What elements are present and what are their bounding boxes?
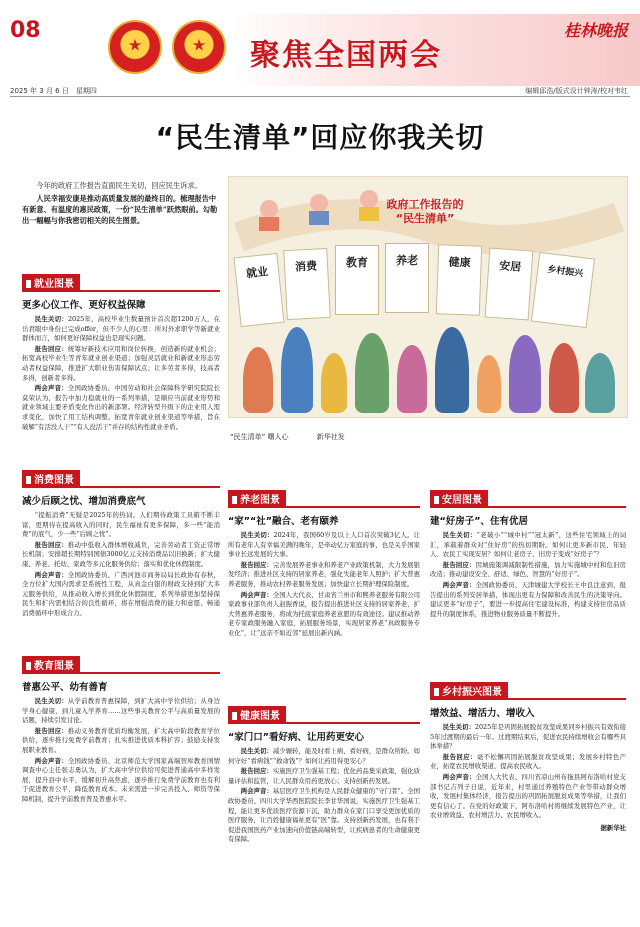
section-body — [430, 531, 626, 619]
caption-text: “民生清单” 曙人心 — [230, 433, 289, 441]
section-body — [228, 531, 420, 639]
person-figure — [355, 333, 389, 413]
section-tag: 教育图景 — [22, 656, 80, 673]
national-emblem-icon — [108, 20, 162, 74]
paragraph: 民生关切：“老破小”“城中村”“冠太新”，这些住宅领域上的词汇，承载着群众对“住好房”的热切期盼。如何让更多新市民、年轻人、农民工实现安居？如何让老房子、旧房子变成“好房子”？ — [430, 531, 627, 559]
section-subtitle: “家门口”看好病、让用药更安心 — [228, 732, 364, 743]
paragraph: 民生关切：2025年，高校毕业生数量预计首次超1200万人，在岳君眼中身份已完成offer，但不少人的心里：所对外求职学等新就业群体而言，如何更好保障权益也是现实问题。 — [22, 315, 220, 343]
paper-name: 桂林晚报 — [563, 21, 628, 40]
section-housing — [430, 488, 626, 620]
article-credit: 据新华社 — [600, 823, 626, 832]
paragraph: 两会声音：全国人大代表、甘肃省兰州市和熙养老服务有限公司家政事业部负责人赵振香说，报告提出推进社区支持的居家养老，扩大普惠养老服务，将成为托底家庭养老意愿的有效途径。建议推动养老专家政服务融入家庭，拓展服务场景，实现居家养老“真政服务专业化”，让“远亲不如近邻”延展出新内涵。 — [228, 590, 421, 637]
paragraph: 两会声音：全国政协委员、中国劳动和社会保障科学研究院院长莫荣认为，报告中加力稳就业的一系列举措，是顺应当前就业形势和就业领域主要矛盾变化作出的新部署。经济转型升级下的企业用人需求变化，加快了用工结构调整。拓宽青年就业创业渠道等举措，旨在破解“有活没人干”“有人没活干”并存的结构性就业矛盾。 — [22, 384, 221, 431]
section-tag: 乡村振兴图景 — [430, 682, 508, 699]
section-subtitle: 增效益、增活力、增收入 — [430, 708, 535, 719]
card-jobs: 就业 — [233, 253, 284, 327]
section-tag: 就业图景 — [22, 274, 80, 291]
cppcc-emblem-icon — [172, 20, 226, 74]
paragraph: 报告回应：推动中低收入群体增收减负，完善劳动者工资正常增长机制；安排超长期特别国债3000亿元支持消费品以旧换新；扩大健康、养老、托幼、家政等多元化服务供给；落实和优化休假制度。 — [22, 540, 221, 568]
section-tag: 养老图景 — [228, 490, 286, 507]
intro-paragraph: 今年的政府工作报告直面民生关切，回应民生诉求。 — [36, 181, 202, 190]
intro — [22, 180, 220, 228]
section-consumption — [22, 468, 220, 620]
illustration-title-line: 政府工作报告的 — [386, 198, 464, 211]
person-figure — [549, 343, 579, 413]
section-health — [228, 704, 420, 846]
masthead — [0, 0, 640, 96]
paragraph: 两会声音：全国政协委员、广西河池市商务局局长政协有春秋，全方位扩大国内需求是系统性工程，从真金白银的财政支持到扩大多元服务供给，从推动收入增长到优化休假制度，系列举措更加坚持保民生和扩内需相结合的良性循环，将在增强消费的能力和意愿、畅通消费循环中形成合力。 — [22, 570, 221, 617]
person-figure — [585, 353, 615, 413]
person-figure — [435, 327, 469, 413]
page-number: 08 — [10, 18, 41, 43]
paragraph: 民生关切：2025年是巩固拓展脱贫攻坚成果同乡村振兴有效衔接5年过渡期的最后一年。过渡期结束后，促进农民持续增收会有哪些具体举措？ — [430, 723, 627, 751]
person-figure — [321, 353, 347, 413]
section-subtitle: 普惠公平、幼有善育 — [22, 682, 108, 693]
section-body — [22, 511, 220, 619]
paragraph: 民生关切：从学前教育普惠保障，到扩大高中学位供给；从身边学身心健康，到儿童入学养育……这些事关教育公平与高质量发展的话题，持续引发讨论。 — [22, 697, 221, 725]
section-body — [430, 723, 626, 832]
section-elderly — [228, 488, 420, 640]
person-figure — [397, 345, 427, 413]
section-tag: 消费图景 — [22, 470, 80, 487]
paragraph: 报告回应：统筹好新技术应用和岗位转换，创造新的就业机会；拓宽高校毕业生等青年就业创业渠道；加强灵活就业和新就业形态劳动者权益保障，推进扩大职业伤害保障试点；让多劳者多得，技高者多得，创新者多得。 — [22, 344, 221, 382]
paragraph: 民生关切：2024年，我国60岁及以上人口首次突破3亿人。让所有老年人有幸福美满的晚年，是牵动亿万家庭的事，也是关乎国家事业长远发展的大事。 — [228, 531, 420, 559]
section-subtitle: 减少后顾之忧、增加消费底气 — [22, 496, 146, 507]
paragraph: 报告回应：推动义务教育优质均衡发展，扩大高中阶段教育学位供给，逐步推行免费学前教育；扎实推进优质本科扩容；鼓励支持发展职业教育。 — [22, 726, 221, 754]
section-jobs — [22, 272, 220, 433]
section-body — [228, 747, 420, 845]
paragraph: 两会声音：全国政协委员、天津城建大学校长王中良注意到，报告提出的系列安居举措，体现出更有力保障和改善民生的决策导向。建议更多“好房子”，要进一步提高住宅建设标准，构建支持住房品质提升的制度体系，推进物业服务质量不断提升。 — [430, 580, 627, 618]
section-education — [22, 654, 220, 806]
section-body — [22, 315, 220, 432]
section-body — [22, 697, 220, 805]
editors-line: 编辑邱浩/版式设计钟涛/校对韦红 — [525, 87, 628, 95]
header-rule — [10, 96, 630, 97]
section-rural — [430, 680, 626, 832]
section-subtitle: “家”“社”融合、老有颐养 — [228, 516, 339, 527]
paragraph: 报告回应：完善发展养老事业和养老产业政策机制，大力发展银发经济；推进社区支持的居家养老，强化失能老年人照护；扩大普惠养老服务，推动农村养老服务发展；加快建立长期护理保险制度。 — [228, 560, 421, 588]
paragraph: “提振消费”无疑是2025年的热词。人们期待政策工具箱不断丰富，更期待在提高收入的同时，民生福祉有更多保障，多一些“能消费”的底气，少一些“后顾之忧”。 — [22, 511, 220, 539]
card-consumption: 消费 — [283, 248, 331, 320]
paragraph: 两会声音：全国人大代表、四川省凉山州布拖县阿布洛哈村党支部书记吉列子日说，近年来，村里通过养殖特色产业等带动群众增收，发展村集体经济，报告提出的巩固拓展脱贫成果等举措，让我们更有信心了。在党的好政策下，阿布洛哈村将继续发展特色产业，让农业增效益、农村增活力、农民增收入。 — [430, 772, 627, 820]
illustration-caption — [230, 432, 371, 442]
paragraph: 报告回应：实施医疗卫生强基工程；优化药品集采政策，强化质量评估和监管，让人民群众用药更放心；支持创新药发展。 — [228, 767, 421, 785]
date-line: 2025 年 3 月 6 日 星期四 — [10, 87, 97, 95]
section-tag: 安居图景 — [430, 490, 488, 507]
paragraph: 报告回应：因城施策调减限制性措施，加力实施城中村和危旧房改造；推动建设安全、舒适、绿色、智慧的“好房子”。 — [430, 560, 627, 579]
card-housing: 安居 — [485, 248, 534, 321]
illustration-title — [360, 198, 490, 226]
caption-credit: 新华社发 — [316, 433, 345, 441]
intro-paragraph: 人民幸福安康是推动高质量发展的最终目的。梳理报告中有新意、有温度的惠民政策，一份“民生清单”跃然眼前。勾勒出一幅幅与你我密切相关的民生图景。 — [22, 194, 218, 225]
section-title: 聚焦全国两会 — [250, 38, 442, 73]
section-tag: 健康图景 — [228, 706, 286, 723]
paragraph: 两会声音：全国政协委员、北京师范大学国家高端智库教育国情调查中心主任张志勇认为，扩大高中学位供给可促进普通高中多样发展，提升县中水平，缓解初升高焦虑，逐步推行免费学前教育也有利于促进教育公平，降低教育成本。未来需进一步完善投入、师资等保障机制，提升学前教育普及普惠水平。 — [22, 756, 221, 803]
paragraph: 报告回应：毫不松懈巩固拓展脱贫攻坚成果；发展乡村特色产业，拓宽农民增收渠道，提高农民收入。 — [430, 752, 627, 771]
section-subtitle: 建“好房子”、住有优居 — [430, 516, 528, 527]
card-rural: 乡村振兴 — [531, 252, 595, 328]
card-health: 健康 — [436, 244, 482, 315]
person-figure — [281, 327, 313, 413]
card-education: 教育 — [335, 245, 379, 315]
illustration-title-line: “民生清单” — [395, 212, 455, 225]
person-figure — [509, 335, 541, 413]
paragraph: 民生关切：减少辗转，能及时看上病、看好病，是群众所盼。如何守好“看病钱”“救命钱”？如何让药用得更安心？ — [228, 747, 421, 765]
section-subtitle: 更多心仪工作、更好权益保障 — [22, 300, 146, 311]
paragraph: 两会声音：基层医疗卫生机构是人民群众健康的“守门者”。全国政协委员、四川大学华西医院院长李甘华国说，实施医疗卫生强基工程，能让更多优质医疗资源下沉，助力群众在家门口享受更加优质的医疗服务，让百姓健康福祉更有“医”靠。支持创新药发展，也有利于促进我国医药产业加速向价值链高端转型，让疾病患者的生命健康更有保障。 — [228, 787, 420, 844]
headline: “民生清单”回应你我关切 — [155, 121, 485, 154]
person-figure — [477, 355, 501, 413]
card-elderly: 养老 — [385, 243, 429, 313]
person-figure — [243, 347, 273, 413]
